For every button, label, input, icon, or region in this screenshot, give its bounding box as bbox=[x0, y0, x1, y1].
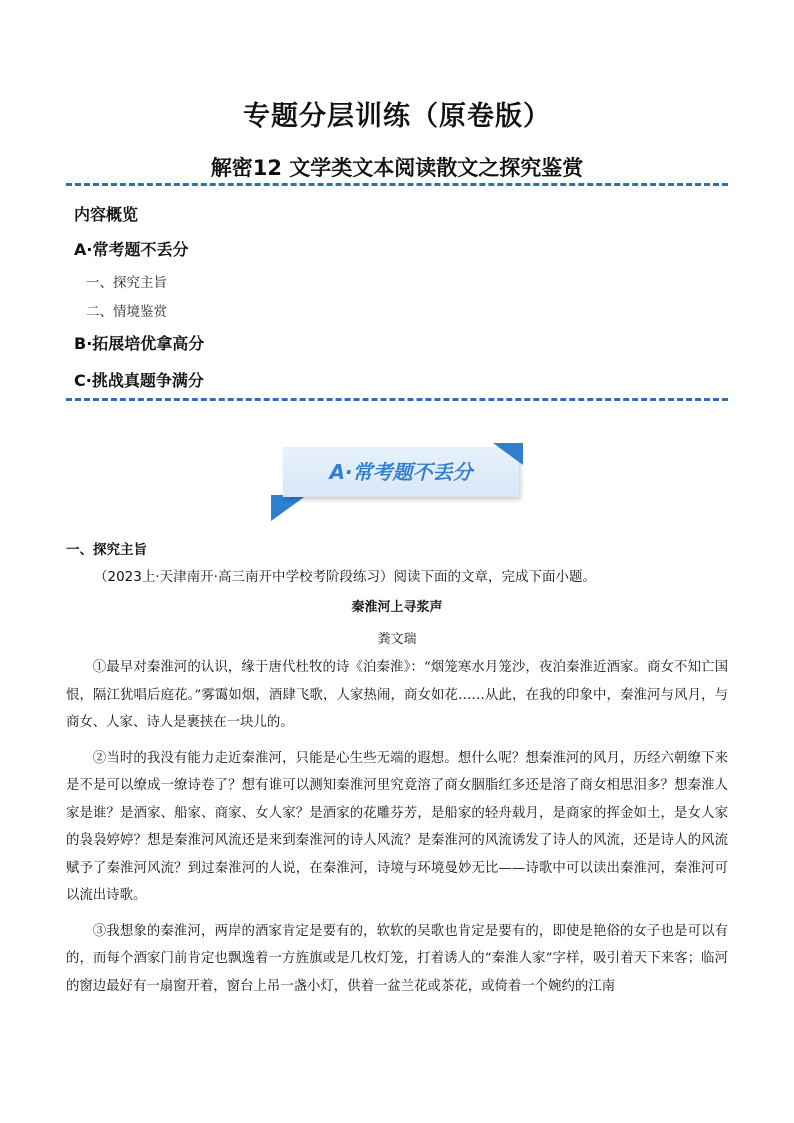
overview-sub-item-1: 一、探究主旨 bbox=[86, 275, 167, 291]
overview-sub-item-2: 二、情境鉴赏 bbox=[86, 304, 167, 320]
question-source: （2023上·天津南开·高三南开中学校考阶段练习）阅读下面的文章，完成下面小题。 bbox=[94, 569, 596, 585]
article-paragraph-1: ①最早对秦淮河的认识，缘于唐代杜牧的诗《泊秦淮》：“烟笼寒水月笼沙，夜泊秦淮近酒家。商女不知亡国恨，隔江犹唱后庭花。”雾霭如烟，酒肆飞歌，人家热闹，商女如花……从此，在我的印象中，秦淮河与风月，与商女、人家、诗人是裹挟在一块儿的。 bbox=[66, 660, 728, 730]
article-title: 秦淮河上寻浆声 bbox=[351, 600, 443, 615]
document-title: 专题分层训练（原卷版） bbox=[243, 101, 551, 132]
article-paragraph-3: ③我想象的秦淮河，两岸的酒家肯定是要有的，软软的吴歌也肯定是要有的，即使是艳俗的女子也是可以有的，而每个酒家门前肯定也飘逸着一方旌旗或是几枚灯笼，打着诱人的“秦淮人家”字样，吸引着天下来客；临河的窗边最好有一扇窗开着，窗台上吊一盏小灯，供着一盆兰花或茶花，或倚着一个婉约的江南 bbox=[66, 923, 728, 994]
overview-heading: 内容概览 bbox=[74, 205, 139, 224]
section-banner-label: A·常考题不丢分 bbox=[329, 460, 473, 484]
dashed-divider-top bbox=[66, 183, 728, 186]
article-author: 粪文瑞 bbox=[377, 632, 417, 647]
banner-corner-left bbox=[271, 495, 307, 521]
overview-section-a: A·常考题不丢分 bbox=[74, 240, 189, 259]
overview-section-c: C·挑战真题争满分 bbox=[74, 371, 204, 390]
dashed-divider-bottom bbox=[66, 398, 728, 401]
overview-section-b: B·拓展培优拿高分 bbox=[74, 334, 205, 353]
question-heading: 一、探究主旨 bbox=[66, 542, 147, 558]
article-body bbox=[66, 654, 728, 1008]
article-paragraph-2: ②当时的我没有能力走近秦淮河，只能是心生些无端的遐想。想什么呢？想秦淮河的风月，历经六朝缭下来是不是可以缭成一缭诗卷了？想有谁可以测知秦淮河里究竟溶了商女胭脂红多还是溶了商女相思泪多？想秦淮人家是谁？是酒家、船家、商家、女人家？是酒家的花雕芬芳，是船家的轻舟载月，是商家的挥金如土，是女人家的袅袅婷婷？想是秦淮河风流还是来到秦淮河的诗人风流？是秦淮河的风流诱发了诗人的风流，还是诗人的风流赋予了秦淮河风流？到过秦淮河的人说，在秦淮河，诗境与环境曼妙无比——诗歌中可以读出秦淮河，秦淮河可以流出诗歌。 bbox=[66, 750, 728, 903]
document-subtitle: 解密12 文学类文本阅读散文之探究鉴赏 bbox=[210, 156, 584, 180]
